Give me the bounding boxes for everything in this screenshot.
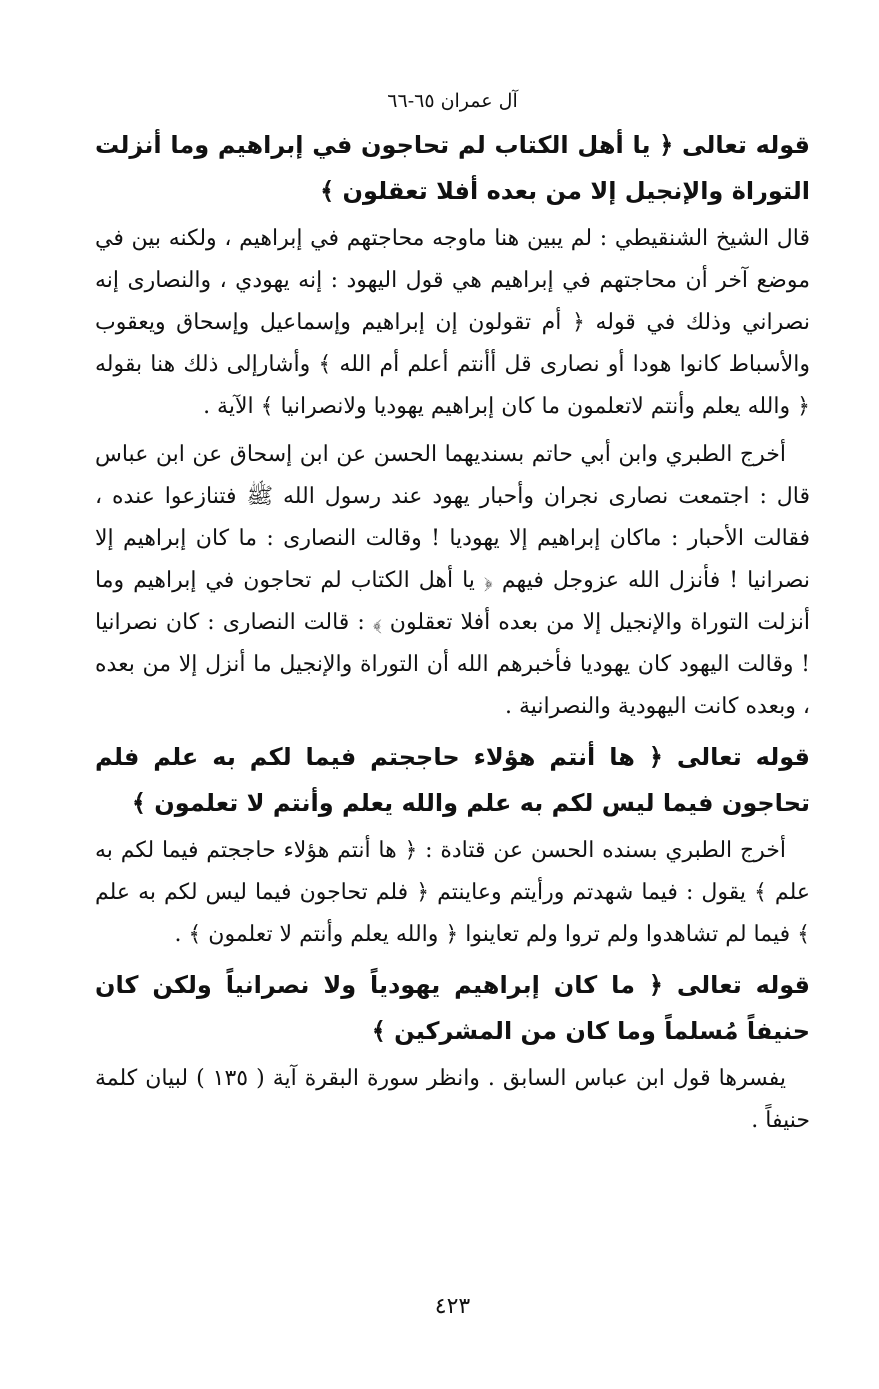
verse-heading: قوله تعالى ﴿ ها أنتم هؤلاء حاججتم فيما لكم به علم فلم تحاجون فيما ليس لكم به علم والله يعلم وأنتم لا تعلمون ﴾ [95, 743, 810, 817]
page-number: ٤٢٣ [434, 1294, 471, 1319]
commentary-paragraph: قال الشيخ الشنقيطي : لم يبين هنا ماوجه محاجتهم في إبراهيم ، ولكنه بين في موضع آخر أن محاجتهم في إبراهيم هي قول اليهود : إنه يهودي ، والنصارى إنه نصراني وذلك في قوله ﴿ أم تقولون إن إبراهيم وإسماعيل وإسحاق ويعقوب والأسباط كانوا هودا أو نصارى قل أأنتم أعلم أم الله ﴾ وأشارإلى ذلك هنا بقوله ﴿ والله يعلم وأنتم لاتعلمون ما كان إبراهيم يهوديا ولانصرانيا ﴾ الآية . [95, 226, 810, 419]
running-header: آل عمران ٦٥-٦٦ [387, 90, 518, 112]
verse-heading: قوله تعالى ﴿ يا أهل الكتاب لم تحاجون في إبراهيم وما أنزلت التوراة والإنجيل إلا من بعده أفلا تعقلون ﴾ [95, 131, 810, 205]
book-page [95, 0, 810, 1389]
commentary-paragraph: أخرج الطبري وابن أبي حاتم بسنديهما الحسن عن ابن إسحاق عن ابن عباس قال : اجتمعت نصارى نجران وأحبار يهود عند رسول الله ﷺ فتنازعوا عنده ، فقالت الأحبار : ماكان إبراهيم إلا يهوديا ! وقالت النصارى : ما كان إبراهيم إلا نصرانيا ! فأنزل الله عزوجل فيهم ﴿ يا أهل الكتاب لم تحاجون في إبراهيم وما أنزلت التوراة والإنجيل إلا من بعده أفلا تعقلون ﴾ : قالت النصارى : كان نصرانيا ! وقالت اليهود كان يهوديا فأخبرهم الله أن التوراة والإنجيل ما أنزل إلا من بعده ، وبعده كانت اليهودية والنصرانية . [95, 442, 810, 719]
verse-heading: قوله تعالى ﴿ ما كان إبراهيم يهودياً ولا نصرانياً ولكن كان حنيفاً مُسلماً وما كان من المشركين ﴾ [95, 971, 810, 1045]
commentary-paragraph: أخرج الطبري بسنده الحسن عن قتادة : ﴿ ها أنتم هؤلاء حاججتم فيما لكم به علم ﴾ يقول : فيما شهدتم ورأيتم وعاينتم ﴿ فلم تحاجون فيما ليس لكم به علم ﴾ فيما لم تشاهدوا ولم تروا ولم تعاينوا ﴿ والله يعلم وأنتم لا تعلمون ﴾ . [95, 838, 810, 947]
commentary-paragraph: يفسرها قول ابن عباس السابق . وانظر سورة البقرة آية ( ١٣٥ ) لبيان كلمة حنيفاً . [95, 1066, 810, 1133]
page-content [95, 122, 810, 1148]
